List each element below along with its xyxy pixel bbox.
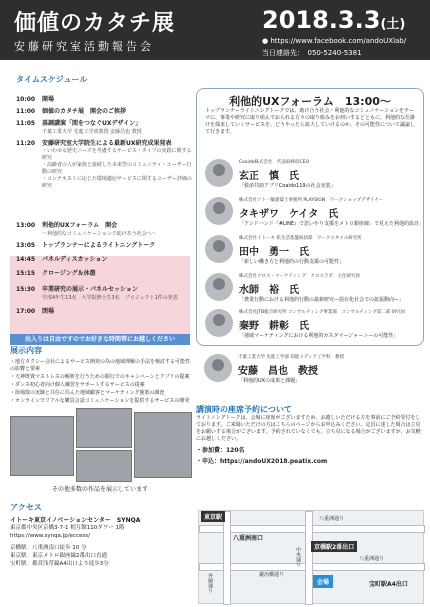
schedule-row (16, 308, 194, 316)
schedule-row (16, 222, 194, 238)
header-banner (0, 0, 430, 60)
speaker-card (205, 307, 415, 343)
schedule-time: 15:30 (16, 286, 36, 293)
schedule-time: 14:45 (16, 256, 36, 263)
schedule-label: 卒業研究の展示・パネルセッション (42, 286, 138, 293)
schedule-list-forum (16, 222, 194, 320)
schedule-label: 閉場 (42, 308, 55, 315)
schedule-row (16, 96, 194, 104)
schedule-list (16, 96, 194, 194)
schedule-row (16, 120, 194, 136)
entry-notice: 出入りは自由ですのでお好きな時間帯にお越しください (10, 334, 190, 345)
schedule-time: 10:00 (16, 96, 36, 103)
schedule-label: トップランナーによるライトニングトーク (42, 242, 156, 249)
exhibit-photo (76, 408, 132, 448)
speaker-name: 水師 裕 氏 (239, 285, 299, 296)
reservation-section (196, 404, 422, 465)
map-label-yaesu-street-2: 八重洲通り (359, 556, 385, 562)
speaker-photo (205, 273, 233, 301)
access-title: アクセス (10, 503, 42, 512)
speaker-topic: 「新しい働き方と利他的の行動支援の可能性」 (239, 259, 345, 265)
schedule-label: 価値のカタチ展 開会のご挨拶 (42, 108, 127, 115)
schedule-time: 13:00 (16, 222, 36, 229)
event-title: 価値のカタチ展 (14, 11, 176, 36)
map-label-ginza-street: 鍛冶橋通り (259, 572, 285, 578)
schedule-note: 〜利他的なコミュニケーションで助けあう社会へ〜 (42, 231, 157, 237)
map-label-tokyo-station: 東京駅 (201, 511, 225, 522)
schedule-row (16, 270, 194, 278)
speaker-photo (205, 309, 233, 337)
link-icon: ● (262, 37, 271, 45)
speaker-name: タキザワ ケイタ 氏 (239, 209, 339, 220)
map-label-sotobori-street: 外堀通り (207, 573, 213, 593)
exhibit-photo (76, 450, 132, 482)
map-label-chuo-street: 中央通り (295, 547, 301, 567)
map-venue-marker: 会場 (313, 575, 333, 588)
map-label-yaesu-street: 八重洲通り (319, 516, 345, 522)
schedule-title: タイムスケジュール (16, 75, 88, 84)
schedule-time: 11:00 (16, 108, 36, 115)
reservation-url[interactable]: ・申込：https://andoUX2018.peatix.com (196, 458, 328, 465)
schedule-note: 千葉工業大学 先進工学部教授 安藤昌也 教授 (42, 129, 142, 135)
schedule-time: 13:05 (16, 242, 36, 249)
route-line: 東京駅 東京メトロ銀座線2番出口直通 (10, 553, 108, 559)
schedule-row (16, 140, 194, 190)
schedule-row (16, 108, 194, 116)
speaker-affiliation: 千葉工業大学 先進工学部 知能メディア工学科 教授 (238, 355, 344, 360)
speaker-affiliation: 株式会社JTB総合研究所 コンサルティング事業部 コンサルティング第二部 研究員 (239, 310, 406, 315)
schedule-label: クロージング＆休憩 (42, 270, 96, 277)
event-date (262, 6, 405, 34)
speaker-affiliation: Coaido株式会社 代表取締役CEO (239, 160, 310, 165)
schedule-label: 利他的UXフォーラム 開会 (42, 222, 118, 229)
speaker-card (205, 157, 415, 193)
research-note: ・高齢者の人が家族と接続した未来型のコミュニティ・ユーザー行動の研究 (42, 162, 192, 175)
speaker-topic: 「アンドハンド『#LINE』で思いやり支援をメトロ銀座線」で見えた利他的設計」 (239, 221, 425, 227)
exhibit-item: ・オンラインでリアルな購買会話コミュニケーションを提供するサービスの開発 (10, 398, 190, 404)
speaker-affiliation: 株式会社クロス・マーケティング クロスラボ 主任研究員 (239, 274, 360, 279)
venue-address: 東京都中央区京橋3-7-1 相互館110タワー 1階 (10, 525, 125, 531)
map-label-yaesu-south-exit: 八重洲南口 (233, 535, 264, 542)
speaker-card (204, 352, 422, 388)
schedule-row (16, 242, 194, 250)
event-weekday: (土) (380, 17, 406, 32)
speaker-photo (204, 354, 232, 382)
speaker-affiliation: 株式会社ソト一級建築士事務所 PLAYSIGN ワークショップデザイナー (239, 198, 384, 203)
venue-website[interactable]: https://www.synqa.jp/eccess/ (10, 533, 90, 539)
schedule-row (16, 256, 194, 264)
forum-description: トップランナーライトニングトークでは、助け合う社会・利他的なコミュニケーションをテーマに、事業や研究に取り組んでおられる方々の取り組みをお伺いするとともに、利他的な仕掛けを探求していくサービスを、どうやったら拡大していけるのか、その可能性について議論して行きます。 (205, 108, 416, 135)
exhibit-item: ・街場散の実験と共住に住んた地域顧客とマーケティング施策の調査 (10, 390, 165, 396)
speaker-affiliation: 株式会社イトーキ 私生活基盤統括部 ワークスタイル研究所 (239, 236, 362, 241)
speaker-name: 田中 勇一 氏 (239, 247, 309, 258)
schedule-label: 安藤研究室大学院生による最新UX研究成果発表 (42, 140, 172, 147)
access-map (198, 510, 424, 604)
speaker-topic: 「救命共助アプリCoaido119の社会実装」 (239, 183, 336, 189)
road (305, 511, 313, 605)
schedule-label: パネルディスカッション (42, 256, 108, 263)
exhibit-photo (134, 412, 192, 478)
facebook-url-text: https://www.facebook.com/andoUXlab/ (270, 37, 407, 45)
map-label-takaracho-exit: 宝町駅A4出口 (369, 581, 408, 588)
exhibit-photos (10, 408, 190, 480)
reservation-body: ライトニングトークは、会場に座席がございますため、お越しいただける方を事前にご予約受付をしております。ご来場いただけの方はこちらのページからお申込みください。定員に達した場合は立見をお願いする場合がございます。予約されていなくても、立ち見になる場合がございますが、お気軽にお越しください。 (196, 415, 421, 442)
exhibit-item: ・ダンス初心者向け個人練習をサポートするサービスの提案 (10, 382, 145, 388)
schedule-time: 17:00 (16, 308, 36, 315)
route-line: 京橋駅 八重洲南口徒歩 10 分 (10, 545, 87, 551)
speaker-topic: 「地域マーケティングにおける利他的カスタマージャーニーの可能性」 (239, 333, 399, 339)
speaker-card (205, 233, 415, 269)
exhibit-section (10, 345, 190, 406)
route-line: 宝町駅 都営浅草線A4出口より徒歩3分 (10, 561, 109, 567)
schedule-label: 開場 (42, 96, 55, 103)
event-subtitle: 安藤研究室活動報告会 (14, 40, 154, 53)
exhibit-caption: その他多数の作品を展示しています (51, 486, 148, 493)
map-label-kyobashi-exit: 京橋駅2番出口 (311, 541, 357, 552)
speaker-name: 秦野 耕彰 氏 (239, 321, 309, 332)
exhibit-item: ・天神既資マストレスの解析を行うための銀行でのキャンペーンとアプリの提案 (10, 374, 190, 380)
speaker-card (205, 271, 415, 307)
schedule-time: 11:05 (16, 120, 36, 127)
event-date-value: 2018.3.3 (262, 6, 381, 34)
speaker-photo (205, 235, 233, 263)
facebook-url[interactable] (262, 37, 406, 45)
schedule-label: 基調講演「間をつなぐUXデザイン」 (42, 120, 142, 127)
speaker-photo (205, 197, 233, 225)
contact-phone: 当日連絡先： 050-5240-5381 (262, 49, 362, 57)
speaker-photo (205, 159, 233, 187)
road (223, 511, 231, 605)
forum-panel (196, 88, 424, 346)
schedule-time: 11:20 (16, 140, 36, 147)
forum-title: 利他的UXフォーラム 13:00〜 (229, 95, 391, 108)
speaker-name: 安藤 昌也 教授 (238, 366, 318, 377)
speaker-topic: 「農業行動における利他的行動の最新研究ー混在化社会での拡張動向ー」 (239, 297, 405, 303)
reservation-fee: ・参加費：120名 (196, 447, 245, 454)
exhibit-photo (10, 416, 74, 476)
speaker-name: 玄正 慎 氏 (239, 171, 299, 182)
exhibit-item: ・地方タクシー会社によるサービス開発の為の地域理解の手法を検討する可能性の影響と要素 (10, 359, 191, 372)
reservation-title: 講演時の座席予約について (196, 405, 292, 414)
venue-name: イトーキ東京イノベーションセンター SYNQA (10, 517, 141, 524)
exhibit-title: 展示内容 (10, 346, 42, 355)
speaker-card (205, 195, 425, 231)
research-note: ・コンテキストに応じた環境適応サービスに関するユーザー評価の研究 (42, 176, 192, 189)
research-note: ・いわゆる歴史ニーズを考慮するサービス・タイプの実践に関する研究 (42, 148, 192, 161)
speaker-topic: 「利他的UXの成果と課題」 (238, 378, 301, 384)
schedule-time: 15:15 (16, 270, 36, 277)
schedule-row (16, 286, 194, 302)
schedule-note: 学部4年生13名 大学院修士生3名 プロジェクト1件の発表 (42, 295, 178, 301)
access-section (10, 502, 200, 568)
